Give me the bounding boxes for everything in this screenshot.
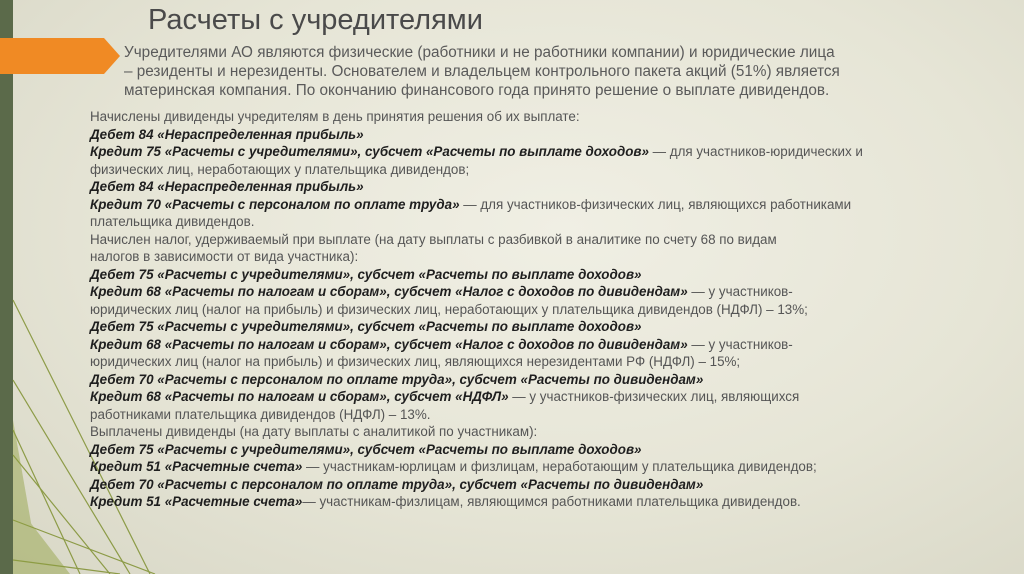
entry-line <box>90 283 1015 301</box>
entry-line <box>90 196 1015 214</box>
entry-text: плательщика дивидендов. <box>90 214 255 229</box>
entry-text: Начислен налог, удерживаемый при выплате (на дату выплаты с разбивкой в аналитике по счету 68 по видам <box>90 231 777 247</box>
entry-line <box>90 336 1015 354</box>
entry-text: юридических лиц (налог на прибыль) и физических лиц, являющихся нерезидентами РФ (НДФЛ) – 15%; <box>90 354 741 369</box>
entry-text: физических лиц, неработающих у плательщика дивидендов; <box>90 161 470 177</box>
account-entry: Кредит 75 «Расчеты с учредителями», субсчет «Расчеты по выплате доходов» <box>90 144 649 159</box>
entry-text: юридических лиц (налог на прибыль) и физических лиц, неработающих у плательщика дивидендов (НДФЛ) – 13%; <box>90 301 808 317</box>
account-entry: Дебет 84 «Нераспределенная прибыль» <box>90 179 364 194</box>
entry-line <box>90 493 1015 511</box>
entry-line <box>90 476 1015 494</box>
account-entry: Кредит 51 «Расчетные счета» <box>90 494 303 509</box>
entry-line <box>90 388 1015 406</box>
account-entry: Дебет 70 «Расчеты с персоналом по оплате труда», субсчет «Расчеты по дивидендам» <box>90 371 704 387</box>
entry-line <box>90 143 1015 161</box>
intro-line: Учредителями АО являются физические (работники и не работники компании) и юридические лица <box>124 44 835 61</box>
entry-line <box>90 213 1015 231</box>
slide-title: Расчеты с учредителями <box>148 4 483 36</box>
entry-line <box>90 126 1015 144</box>
entry-line <box>90 248 1015 266</box>
entry-line <box>90 423 1015 441</box>
entry-text: Начислены дивиденды учредителям в день принятия решения об их выплате: <box>90 109 580 124</box>
account-entry: Кредит 51 «Расчетные счета» <box>90 459 303 474</box>
entry-text: работниками плательщика дивидендов (НДФЛ) – 13%. <box>90 406 431 422</box>
entry-text: — у участников-физических лиц, являющихся <box>508 389 800 404</box>
entry-line <box>90 161 1015 179</box>
intro-line: материнская компания. По окончанию финансового года принято решение о выплате дивидендов. <box>124 82 830 99</box>
entry-line <box>90 458 1015 476</box>
account-entry: Дебет 75 «Расчеты с учредителями», субсчет «Расчеты по выплате доходов» <box>90 266 642 282</box>
entry-text: — для участников-юридических и <box>648 144 863 159</box>
account-entry: Дебет 84 «Нераспределенная прибыль» <box>90 126 364 142</box>
entry-line <box>90 371 1015 389</box>
entry-line <box>90 266 1015 284</box>
account-entry: Кредит 68 «Расчеты по налогам и сборам», субсчет «Налог с доходов по дивидендам» <box>90 284 688 299</box>
orange-arrow-tab <box>0 38 120 74</box>
entry-text: — участникам-юрлицам и физлицам, неработающим у плательщика дивидендов; <box>302 459 817 474</box>
account-entry: Кредит 68 «Расчеты по налогам и сборам», субсчет «Налог с доходов по дивидендам» <box>90 336 688 352</box>
entry-text: — участникам-физлицам, являющимся работниками плательщика дивидендов. <box>302 494 801 509</box>
entry-text: Выплачены дивиденды (на дату выплаты с аналитикой по участникам): <box>90 424 538 439</box>
entry-text: налогов в зависимости от вида участника): <box>90 249 359 264</box>
intro-paragraph <box>124 43 1004 100</box>
entry-line <box>90 441 1015 459</box>
account-entry: Кредит 70 «Расчеты с персоналом по оплате труда» <box>90 196 460 212</box>
entry-text: — у участников- <box>687 284 793 299</box>
entry-line <box>90 353 1015 371</box>
posting-entries <box>90 108 1015 511</box>
intro-line: – резиденты и нерезиденты. Основателем и владельцем контрольного пакета акций (51%) является <box>124 63 840 80</box>
entry-text: — у участников- <box>687 336 793 352</box>
entry-line <box>90 406 1015 424</box>
account-entry: Дебет 75 «Расчеты с учредителями», субсчет «Расчеты по выплате доходов» <box>90 441 642 457</box>
entry-line <box>90 301 1015 319</box>
entry-line <box>90 318 1015 336</box>
entry-line <box>90 178 1015 196</box>
entry-line <box>90 231 1015 249</box>
account-entry: Дебет 70 «Расчеты с персоналом по оплате труда», субсчет «Расчеты по дивидендам» <box>90 476 704 492</box>
entry-text: — для участников-физических лиц, являющихся работниками <box>459 196 852 212</box>
entry-line <box>90 108 1015 126</box>
account-entry: Дебет 75 «Расчеты с учредителями», субсчет «Расчеты по выплате доходов» <box>90 319 642 334</box>
account-entry: Кредит 68 «Расчеты по налогам и сборам», субсчет «НДФЛ» <box>90 389 509 404</box>
